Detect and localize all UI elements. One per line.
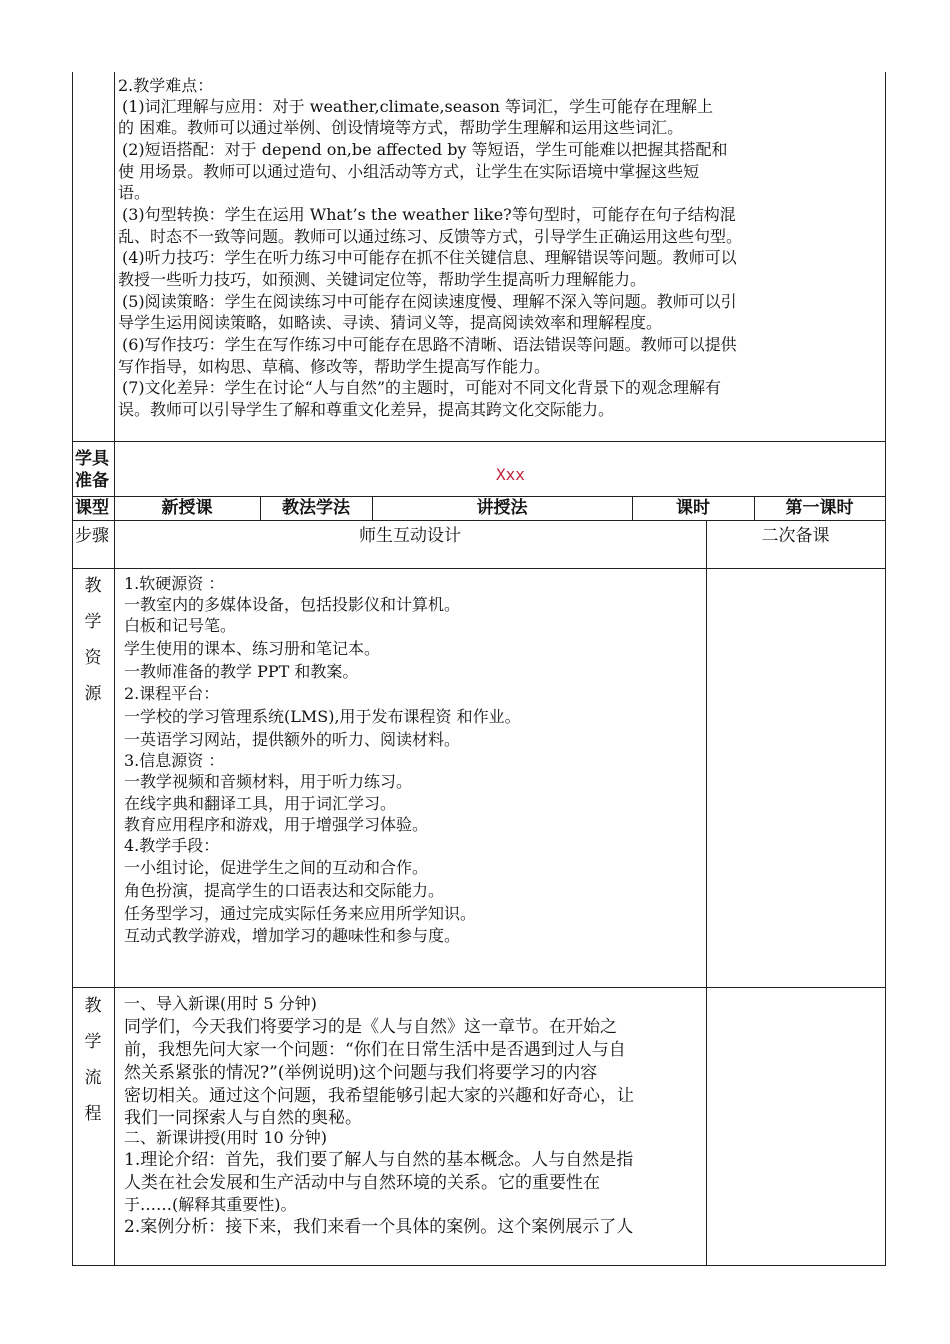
table-bottom-border <box>72 1265 886 1266</box>
process-label-char-2: 学 <box>84 1032 102 1052</box>
resources-line-6: 2.课程平台： <box>124 684 220 703</box>
difficulty-line-7: 乱、时态不一致等问题。教师可以通过练习、反馈等方式，引导学生正确运用这些句型。 <box>118 227 743 246</box>
process-line-5: 密切相关。通过这个问题，我希望能够引起大家的兴趣和好奇心，让 <box>124 1086 634 1106</box>
difficulty-line-10: (5)阅读策略：学生在阅读练习中可能存在阅读速度慢、理解不深入等问题。教师可以引 <box>122 292 737 311</box>
resources-line-8: 一英语学习网站，提供额外的听力、阅读材料。 <box>124 730 461 749</box>
method-value: 讲授法 <box>476 498 528 518</box>
steps-header-bottom-line <box>72 568 886 569</box>
method-label: 教法学法 <box>282 498 350 518</box>
resources-label-char-4: 源 <box>84 684 102 704</box>
difficulty-line-1: (1)词汇理解与应用：对于 weather,climate,season 等词汇，学生可能存在理解上 <box>122 97 713 116</box>
resources-line-4: 学生使用的课本、练习册和笔记本。 <box>124 639 381 658</box>
process-line-7: 二、新课讲授(用时 10 分钟) <box>124 1128 328 1147</box>
resources-line-11: 在线字典和翻译工具，用于词汇学习。 <box>124 794 397 813</box>
process-label-char-3: 流 <box>84 1068 102 1088</box>
resources-line-14: 一小组讨论，促进学生之间的互动和合作。 <box>124 858 429 877</box>
course-type-value: 新授课 <box>161 498 213 518</box>
process-line-2: 同学们，今天我们将要学习的是《人与自然》这一章节。在开始之 <box>124 1017 617 1037</box>
difficulty-line-6: (3)句型转换：学生在运用 What’s the weather like?等句型时，可能存在句子结构混 <box>122 205 736 224</box>
difficulty-line-2: 的 困难。教师可以通过举例、创设情境等方式，帮助学生理解和运用这些词汇。 <box>118 118 684 137</box>
resources-line-9: 3.信息源资 ： <box>124 751 225 770</box>
resources-line-1: 1.软硬源资 ： <box>124 574 225 593</box>
process-label-char-4: 程 <box>84 1104 102 1124</box>
table-left-border <box>72 72 73 1266</box>
process-line-9: 人类在社会发展和生产活动中与自然环境的关系。它的重要性在 <box>124 1173 600 1193</box>
label-column-divider <box>114 72 115 1266</box>
hours-label: 课时 <box>676 498 710 518</box>
resources-line-5: 一教师准备的教学 PPT 和教案。 <box>124 662 359 681</box>
resources-line-7: 一学校的学习管理系统(LMS),用于发布课程资 和作业。 <box>124 707 521 726</box>
design-header: 师生互动设计 <box>359 526 461 546</box>
process-line-1: 一、导入新课(用时 5 分钟) <box>124 994 317 1013</box>
backup-header: 二次备课 <box>761 526 830 546</box>
hours-value: 第一课时 <box>785 498 854 518</box>
resources-label-char-1: 教 <box>84 576 102 596</box>
backup-column-divider <box>706 520 707 1266</box>
tools-value: Xxx <box>496 465 525 484</box>
process-line-3: 前，我想先问大家一个问题：“你们在日常生活中是否遇到过人与自 <box>124 1040 626 1060</box>
steps-label: 步骤 <box>75 526 109 546</box>
table-right-border <box>885 72 886 1266</box>
process-label-char-1: 教 <box>84 996 102 1016</box>
process-line-11: 2.案例分析：接下来，我们来看一个具体的案例。这个案例展示了人 <box>124 1217 634 1237</box>
difficulty-line-9: 教授一些听力技巧，如预测、关键词定位等，帮助学生提高听力理解能力。 <box>118 270 647 289</box>
difficulty-line-12: (6)写作技巧：学生在写作练习中可能存在思路不清晰、语法错误等问题。教师可以提供 <box>122 335 737 354</box>
resources-line-16: 任务型学习，通过完成实际任务来应用所学知识。 <box>124 904 477 923</box>
difficulty-line-4: 使 用场景。教师可以通过造句、小组活动等方式，让学生在实际语境中掌握这些短 <box>118 162 700 181</box>
difficulty-line-8: (4)听力技巧：学生在听力练习中可能存在抓不住关键信息、理解错误等问题。教师可以 <box>122 248 737 267</box>
process-line-10: 于……(解释其重要性)。 <box>124 1195 297 1214</box>
resources-line-17: 互动式教学游戏，增加学习的趣味性和参与度。 <box>124 926 461 945</box>
resources-label-char-2: 学 <box>84 612 102 632</box>
difficulty-heading: 2.教学难点： <box>118 76 214 95</box>
process-line-6: 我们一同探索人与自然的奥秘。 <box>124 1108 362 1128</box>
resources-bottom-line <box>72 987 886 988</box>
resources-line-13: 4.教学手段： <box>124 836 220 855</box>
difficulty-line-13: 写作指导，如构思、草稿、修改等，帮助学生提高写作能力。 <box>118 357 551 376</box>
resources-line-15: 角色扮演，提高学生的口语表达和交际能力。 <box>124 881 445 900</box>
resources-label-char-3: 资 <box>84 648 102 668</box>
tools-label-1: 学具 <box>75 449 109 469</box>
tools-bottom-line <box>72 496 886 497</box>
difficulty-line-3: (2)短语搭配：对于 depend on,be affected by 等短语，学生可能难以把握其搭配和 <box>122 140 728 159</box>
resources-line-12: 教育应用程序和游戏，用于增强学习体验。 <box>124 815 429 834</box>
resources-line-10: 一教学视频和音频材料，用于听力练习。 <box>124 772 413 791</box>
difficulty-line-14: (7)文化差异：学生在讨论“人与自然”的主题时，可能对不同文化背景下的观念理解有 <box>122 378 722 397</box>
difficulty-line-15: 误。教师可以引导学生了解和尊重文化差异，提高其跨文化交际能力。 <box>118 400 615 419</box>
process-line-4: 然关系紧张的情况?”(举例说明)这个问题与我们将要学习的内容 <box>124 1063 598 1083</box>
resources-line-3: 白板和记号笔。 <box>124 616 237 635</box>
course-type-label: 课型 <box>75 498 109 518</box>
difficulty-line-11: 导学生运用阅读策略，如略读、寻读、猜词义等，提高阅读效率和理解程度。 <box>118 313 663 332</box>
process-line-8: 1.理论介绍：首先，我们要了解人与自然的基本概念。人与自然是指 <box>124 1150 634 1170</box>
tools-label-2: 准备 <box>75 471 109 491</box>
resources-line-2: 一教室内的多媒体设备，包括投影仪和计算机。 <box>124 595 461 614</box>
difficulty-line-5: 语。 <box>118 183 151 202</box>
difficulty-bottom-line <box>72 441 886 442</box>
course-row-bottom-line <box>72 520 886 521</box>
